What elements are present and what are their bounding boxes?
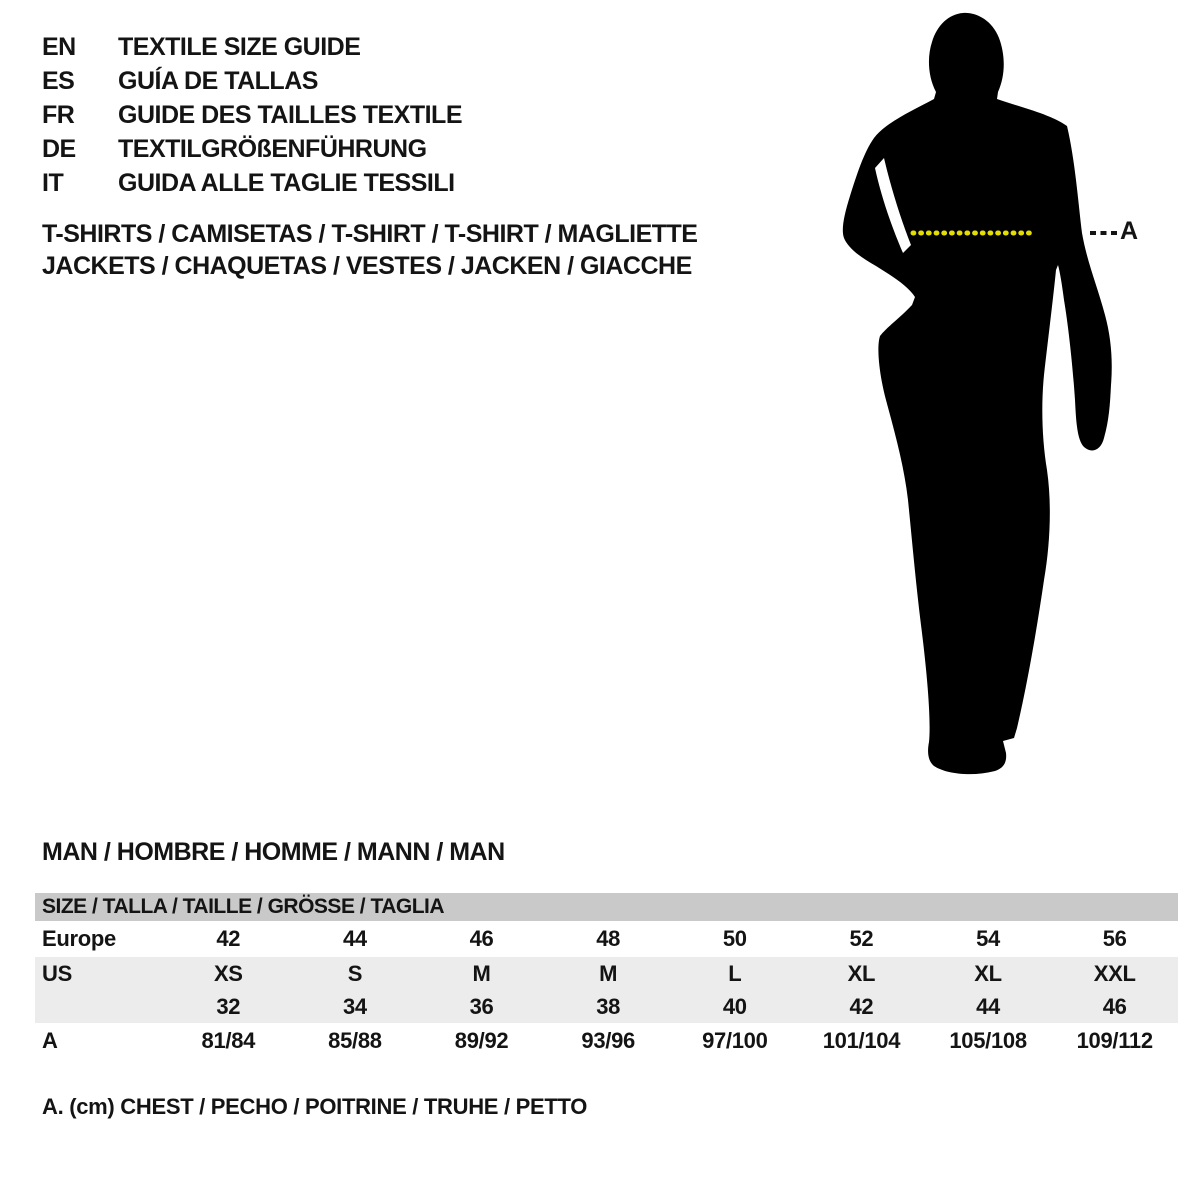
- size-table-header: SIZE / TALLA / TAILLE / GRÖSSE / TAGLIA: [35, 893, 1178, 921]
- size-table: [35, 921, 1178, 1059]
- language-row: [42, 30, 462, 64]
- guide-title: GUIDA ALLE TAGLIE TESSILI: [118, 169, 455, 197]
- table-row-europe: [35, 921, 1178, 957]
- size-cell: 46: [469, 926, 494, 951]
- size-cell: 38: [596, 993, 621, 1019]
- row-label: US: [42, 960, 72, 986]
- size-cell: XS: [213, 960, 243, 986]
- language-row: [42, 64, 462, 98]
- chest-footnote: A. (cm) CHEST / PECHO / POITRINE / TRUHE / PETTO: [42, 1094, 588, 1119]
- language-code: DE: [42, 135, 76, 163]
- garment-categories: [42, 218, 697, 282]
- size-cell: 32: [216, 993, 241, 1019]
- size-cell: 36: [469, 993, 494, 1019]
- size-cell: 101/104: [822, 1028, 901, 1053]
- row-label: Europe: [42, 926, 116, 951]
- row-label: A: [42, 1028, 58, 1053]
- size-cell: 105/108: [949, 1028, 1027, 1053]
- guide-title: TEXTILGRÖßENFÜHRUNG: [118, 135, 427, 163]
- size-cell: 109/112: [1076, 1028, 1153, 1053]
- table-row-chest-cm: [35, 1023, 1178, 1059]
- size-cell: 85/88: [328, 1028, 382, 1053]
- size-cell: 54: [976, 926, 1000, 951]
- size-cell: 93/96: [581, 1028, 635, 1053]
- size-cell: 42: [216, 926, 241, 951]
- size-cell: 56: [1102, 926, 1127, 951]
- size-cell: 44: [976, 993, 1000, 1019]
- size-cell: 81/84: [201, 1028, 256, 1053]
- language-code: IT: [42, 169, 64, 197]
- guide-title: GUÍA DE TALLAS: [118, 67, 318, 95]
- size-cell: 46: [1102, 993, 1127, 1019]
- category-tshirts: T-SHIRTS / CAMISETAS / T-SHIRT / T-SHIRT / MAGLIETTE: [42, 220, 698, 248]
- language-list: [42, 30, 462, 200]
- guide-title: TEXTILE SIZE GUIDE: [118, 33, 361, 61]
- language-row: [42, 132, 462, 166]
- language-code: FR: [42, 101, 75, 129]
- size-cell: XXL: [1093, 960, 1136, 986]
- size-cell: L: [728, 960, 742, 986]
- size-table-wrap: [35, 893, 1178, 1059]
- size-cell: XL: [974, 960, 1002, 986]
- size-cell: 50: [722, 926, 747, 951]
- language-code: EN: [42, 33, 76, 61]
- size-cell: M: [472, 960, 491, 986]
- size-cell: 34: [343, 993, 367, 1019]
- size-cell: 97/100: [702, 1028, 768, 1053]
- size-cell: 89/92: [454, 1028, 509, 1053]
- size-cell: M: [599, 960, 618, 986]
- size-cell: S: [347, 960, 363, 986]
- category-jackets: JACKETS / CHAQUETAS / VESTES / JACKEN / GIACCHE: [42, 252, 692, 280]
- language-row: [42, 166, 462, 200]
- language-row: [42, 98, 462, 132]
- man-silhouette: [820, 0, 1200, 800]
- size-cell: 48: [596, 926, 621, 951]
- size-cell: XL: [847, 960, 876, 986]
- size-cell: 42: [849, 993, 874, 1019]
- measure-label-a: A: [1120, 217, 1139, 245]
- table-row-alt-size: [35, 990, 1178, 1023]
- section-title-man: MAN / HOMBRE / HOMME / MANN / MAN: [42, 838, 505, 866]
- table-row-us: [35, 957, 1178, 990]
- size-cell: 52: [849, 926, 874, 951]
- language-code: ES: [42, 67, 75, 95]
- size-cell: 40: [722, 993, 747, 1019]
- row-label: [35, 990, 165, 1023]
- size-cell: 44: [343, 926, 367, 951]
- guide-title: GUIDE DES TAILLES TEXTILE: [118, 101, 463, 129]
- measurement-figure: [820, 0, 1200, 800]
